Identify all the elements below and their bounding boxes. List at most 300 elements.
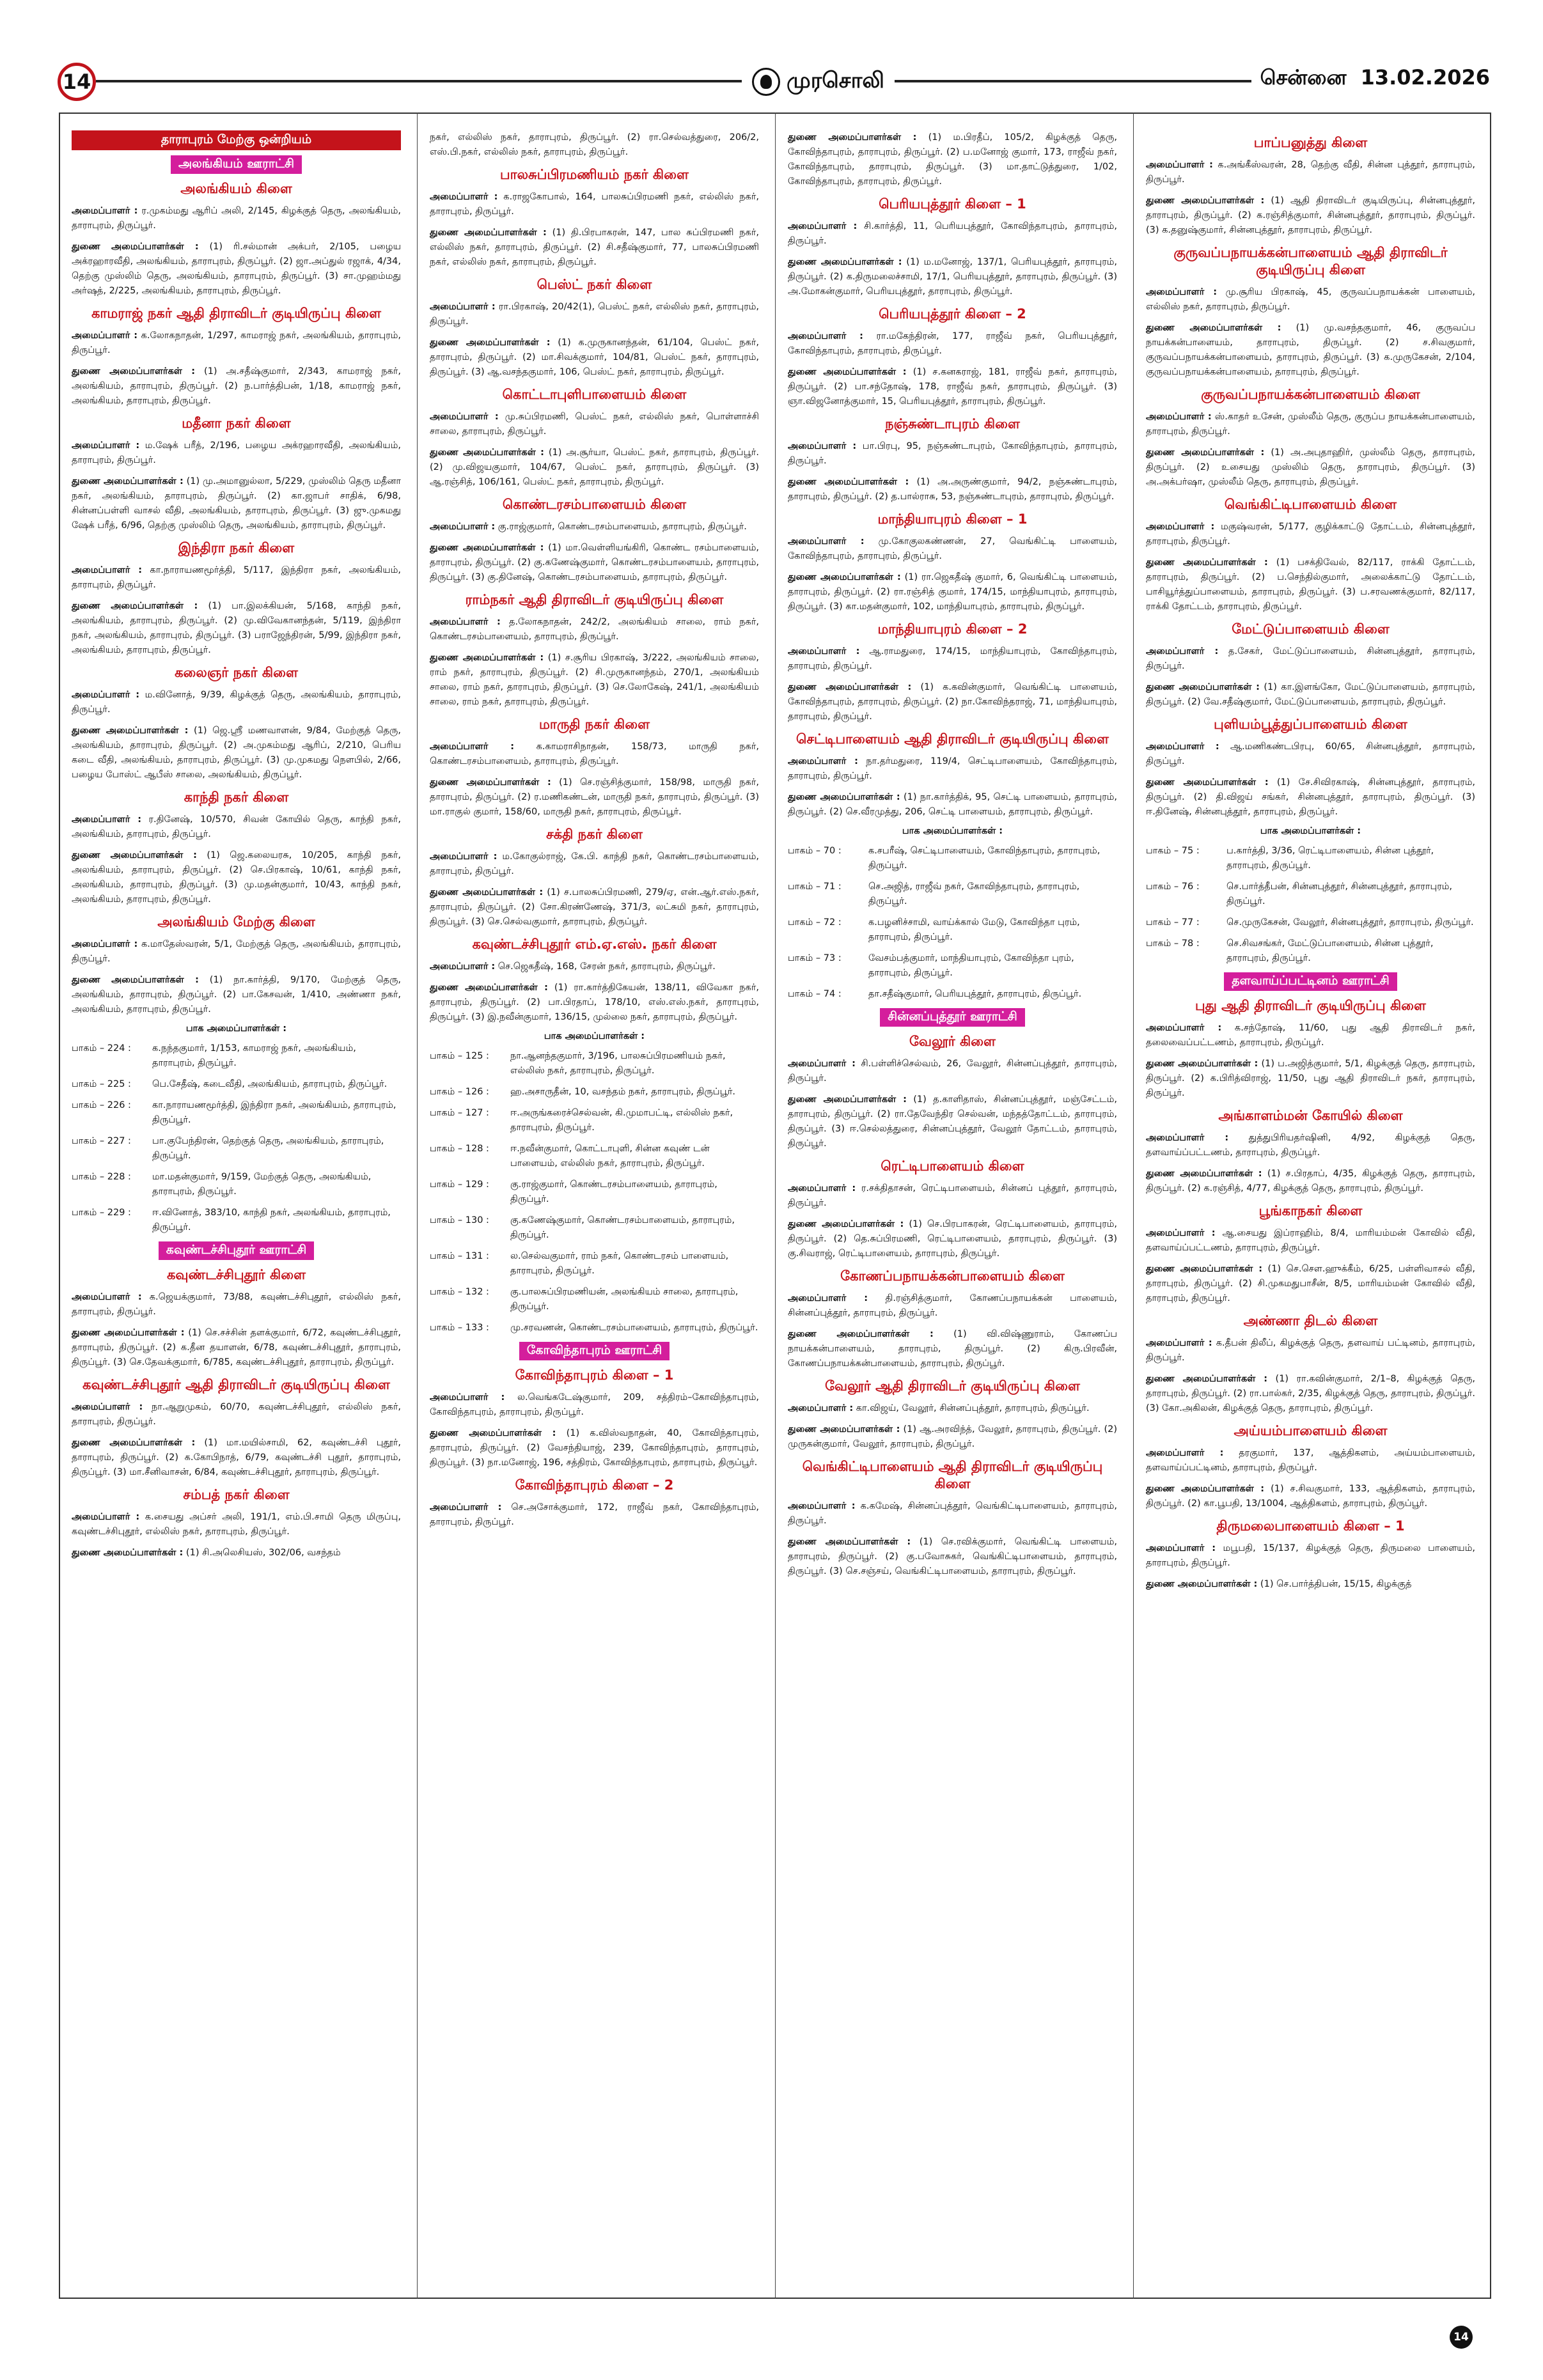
ward-organizer-details: க.சபரீஷ், செட்டிபாளையம், கோவிந்தாபுரம், தாராபுரம், திருப்பூர்.	[868, 846, 1100, 871]
ward-number: பாகம் – 227 :	[72, 1136, 131, 1146]
organizer-entry	[72, 364, 401, 408]
role-label: துணை அமைப்பாளர்கள் :	[72, 601, 198, 611]
ward-organizer-details: ஈ.அருங்கரைச்செல்வன், கி.முமாபட்டி, எல்லிஸ் நகர், தாராபுரம், திருப்பூர்.	[510, 1108, 733, 1133]
column-2	[430, 130, 759, 2278]
ward-organizers-heading: பாக அமைப்பாளர்கள் :	[185, 1023, 287, 1034]
organizer-entry	[788, 1291, 1117, 1321]
ward-organizer-entry	[430, 1142, 759, 1171]
role-label: அமைப்பாளர் :	[430, 1502, 502, 1513]
role-label: அமைப்பாளர் :	[430, 522, 496, 532]
ward-organizer-details: செ.சிவசங்கர், மேட்டுப்பாளையம், சின்ன புத்தூர், தாராபுரம், திருப்பூர்.	[1226, 938, 1434, 963]
organizer-details: (1) சே.சிவிரகாஷ், சின்னபுத்தூர், தாராபுரம், திருப்பூர். (2) தி.விஜய் சங்கர், சின்னபுத்தூர், தாராபுரம், திருப்பூர். (3) ஈ.தினேஷ், சின்னபுத்தூர், தாராபுரம், திருப்பூர்.	[1146, 777, 1475, 817]
ward-number: பாகம் – 72 :	[788, 917, 842, 928]
ward-number: பாகம் – 130 :	[430, 1215, 489, 1225]
column-1	[72, 130, 401, 2278]
role-label: துணை அமைப்பாளர்கள் :	[788, 1424, 900, 1435]
organizer-details: (1) ஆ.அரவிந்த், வேலூர், தாராபுரம், திருப்பூர். (2) முருகன்குமார், வேலூர், தாராபுரம், திருப்பூர்.	[788, 1424, 1117, 1449]
organizer-entry	[430, 190, 759, 219]
organizer-details: செ.அசோக்குமார், 172, ராஜீவ் நகர், கோவிந்தாபுரம், தாராபுரம், திருப்பூர்.	[430, 1502, 759, 1527]
organizer-details: ஆ.ராமதுரை, 174/15, மாந்தியாபுரம், கோவிந்தாபுரம், தாராபுரம், திருப்பூர்.	[788, 646, 1117, 671]
role-label: அமைப்பாளர் :	[788, 441, 857, 451]
organizer-details: (1) பா.இலக்கியன், 5/168, காந்தி நகர், அலங்கியம், தாராபுரம், திருப்பூர். (2) மு.விவேகானந்தன், 5/119, இந்திரா நகர், அலங்கியம், தாராபுரம், திருப்பூர். (3) பராஜேந்திரன், 5/99, இந்திரா நகர், அலங்கியம், தாராபுரம், திருப்பூர்.	[72, 601, 401, 655]
branch-heading: அலங்கியம் கிளை	[180, 181, 292, 196]
role-label: அமைப்பாளர் :	[430, 1392, 505, 1403]
ward-organizer-entry	[788, 844, 1117, 873]
organizer-details: மகுஷ்வரன், 5/177, குழிக்காட்டு தோட்டம், சின்னபுத்தூர், தாராபுரம், திருப்பூர்.	[1146, 522, 1475, 547]
organizer-details: ம.ஷேக் பரீத், 2/196, பழைய அக்ரஹாரவீதி, அலங்கியம், தாராபுரம், திருப்பூர்.	[72, 440, 401, 465]
role-label: அமைப்பாளர் :	[430, 192, 498, 202]
organizer-entry	[788, 1422, 1117, 1452]
role-label: துணை அமைப்பாளர்கள் :	[788, 257, 902, 267]
ward-organizer-entry	[72, 1041, 401, 1071]
branch-heading: செட்டிபாளையம் ஆதி திராவிடர் குடியிருப்பு கிளை	[796, 731, 1109, 747]
role-label: அமைப்பாளர் :	[1146, 522, 1215, 532]
branch-heading: குருவப்பநாயக்கன்பாளையம் ஆதி திராவிடர் குடியிருப்பு கிளை	[1173, 245, 1448, 277]
organizer-entry	[1146, 1541, 1475, 1571]
organizer-details: க.காமராசிநாதன், 158/73, மாருதி நகர், கொண்டரசம்பாளையம், தாராபுரம், திருப்பூர்.	[430, 742, 759, 766]
column-3	[788, 130, 1117, 2278]
ward-organizer-entry	[788, 951, 1117, 981]
organizer-details: (1) ச.சூரிய பிரகாஷ், 3/222, அலங்கியம் சாலை, ராம் நகர், தாராபுரம், திருப்பூர். (2) சி.முருகானந்தம், 270/1, அலங்கியம் சாலை, ராம் நகர், தாராபுரம், திருப்பூர். (3) செ.லோகேஷ், 241/1, அலங்கியம் சாலை, ராம் நகர், தாராபுரம், திருப்பூர்.	[430, 653, 759, 707]
ward-number: பாகம் – 132 :	[430, 1287, 489, 1297]
branch-heading: பூங்காநகர் கிளை	[1258, 1203, 1363, 1218]
organizer-entry	[1146, 644, 1475, 674]
role-label: அமைப்பாளர் :	[1146, 160, 1213, 170]
organizer-entry	[1146, 556, 1475, 614]
ward-organizer-details: ஈ.நவீன்குமார், கொட்டாபுளி, சின்ன கவுண் டன் பாளையம், எல்லிஸ் நகர், தாராபுரம், திருப்பூர்.	[510, 1144, 710, 1169]
ward-organizer-details: கு.ராஜ்குமார், கொண்டரசம்பாளையம், தாராபுரம், திருப்பூர்.	[510, 1179, 717, 1204]
role-label: அமைப்பாளர் :	[1146, 742, 1219, 752]
branch-heading: கோவிந்தாபுரம் கிளை – 2	[515, 1477, 674, 1493]
organizer-entry	[1146, 410, 1475, 439]
column-divider	[1133, 113, 1134, 2299]
organizer-entry	[1146, 1577, 1475, 1592]
role-label: அமைப்பாளர் :	[1146, 1228, 1216, 1238]
ward-organizer-details: கு.பாலசுப்பிரமணியன், அலங்கியம் சாலை, தாராபுரம், திருப்பூர்.	[510, 1287, 739, 1312]
branch-heading: வேலூர் கிளை	[909, 1034, 996, 1049]
organizer-entry	[72, 1546, 401, 1560]
organizer-entry	[430, 446, 759, 490]
ward-organizer-details: நா.ஆனந்தகுமார், 3/196, பாலசுப்பிரமணியம் நகர், எல்லிஸ் நகர், தாராபுரம், திருப்பூர்.	[510, 1051, 726, 1076]
organizer-entry	[72, 973, 401, 1017]
organizer-entry	[430, 775, 759, 820]
role-label: அமைப்பாளர் :	[430, 961, 496, 972]
organizer-details: தரகுமார், 137, ஆத்திகளம், அய்யம்பாளையம், தளவாய்ப்பட்டினம், தாராபுரம், திருப்பூர்.	[1146, 1448, 1475, 1473]
organizer-entry	[430, 300, 759, 329]
role-label: அமைப்பாளர் :	[788, 1293, 868, 1303]
organizer-details: (1) பசக்திவேல், 82/117, ராக்கி தோட்டம், தாராபுரம், திருப்பூர். (2) ப.செந்தில்குமார், அலைக்காட்டு தோட்டம், பாசியூர்த்துப்பாளையம், தாராபுரம், திருப்பூர். (3) ப.சரவணக்குமார், 82/117, ராக்கி தோட்டம், தாராபுரம், திருப்பூர்.	[1146, 557, 1475, 612]
role-label: துணை அமைப்பாளர்கள் :	[788, 1094, 907, 1105]
organizer-details: (1) நா.கார்த்திக், 95, செட்டி பாளையம், தாராபுரம், திருப்பூர். (2) செ.வீரமுத்து, 206, செட்டி பாளையம், தாராபுரம், திருப்பூர்.	[788, 792, 1117, 817]
role-label: அமைப்பாளர் :	[72, 939, 138, 949]
role-label: அமைப்பாளர் :	[72, 1402, 143, 1412]
organizer-entry	[72, 599, 401, 658]
ward-organizer-entry	[430, 1106, 759, 1135]
organizer-details: (1) க.கவின்குமார், வெங்கிட்டி பாளையம், கோவிந்தாபுரம், தாராபுரம், திருப்பூர். (2) நா.கோவிந்தராஜ், 71, மாந்தியாபுரம், தாராபுரம், திருப்பூர்.	[788, 682, 1117, 722]
organizer-entry	[72, 688, 401, 717]
role-label: அமைப்பாளர் :	[72, 331, 138, 341]
organizer-entry	[72, 329, 401, 358]
branch-heading: அலங்கியம் மேற்கு கிளை	[157, 914, 315, 929]
masthead	[58, 63, 1490, 101]
branch-heading: காந்தி நகர் கிளை	[184, 789, 289, 805]
organizer-details: (1) வி.விஷ்ணுராம், கோணப்ப நாயக்கன்பாளையம், தாராபுரம், திருப்பூர். (2) கிரு.பிரவீன், கோணப்பநாயக்கன்பாளையம், தாராபுரம், திருப்பூர்.	[788, 1329, 1117, 1369]
role-label: அமைப்பாளர் :	[72, 206, 138, 216]
ward-number: பாகம் – 128 :	[430, 1144, 489, 1154]
organizer-entry	[788, 1327, 1117, 1371]
organizer-entry	[788, 570, 1117, 614]
ward-number: பாகம் – 74 :	[788, 989, 842, 999]
union-heading: தாராபுரம் மேற்கு ஒன்றியம்	[72, 130, 401, 150]
ward-number: பாகம் – 224 :	[72, 1043, 131, 1054]
organizer-entry	[788, 219, 1117, 249]
role-label: அமைப்பாளர் :	[1146, 287, 1218, 297]
role-label: அமைப்பாளர் :	[430, 852, 497, 862]
branch-heading: காமராஜ் நகர் ஆதி திராவிடர் குடியிருப்பு கிளை	[91, 306, 381, 321]
dateline	[1251, 65, 1490, 92]
branch-heading: வேலூர் ஆதி திராவிடர் குடியிருப்பு கிளை	[825, 1378, 1080, 1394]
masthead-brand	[742, 65, 895, 98]
organizer-entry	[1146, 1446, 1475, 1475]
organizer-details: நா.ஆறுமுகம், 60/70, கவுண்டச்சிபுதூர், எல்லிஸ் நகர், தாராபுரம், திருப்பூர்.	[72, 1402, 401, 1427]
organizer-entry	[1146, 1226, 1475, 1256]
ward-organizer-details: தா.சதீஷ்குமார், பெரியபுத்தூர், தாராபுரம், திருப்பூர்.	[868, 989, 1082, 999]
organizer-details: நா.தர்மதுரை, 119/4, செட்டிபாளையம், கோவிந்தாபுரம், தாராபுரம், திருப்பூர்.	[788, 756, 1117, 781]
ward-organizer-entry	[430, 1085, 759, 1100]
ward-organizers-heading: பாக அமைப்பாளர்கள் :	[544, 1031, 645, 1041]
ward-organizer-entry	[72, 1206, 401, 1235]
organizer-entry	[1146, 1057, 1475, 1101]
organizer-entry	[788, 475, 1117, 504]
organizer-entry	[430, 130, 759, 160]
organizer-entry	[1146, 285, 1475, 315]
ward-organizer-details: ஹ.அசாருதீன், 10, வசந்தம் நகர், தாராபுரம், திருப்பூர்.	[510, 1087, 736, 1097]
organizer-details: மபூபதி, 15/137, கிழக்குத் தெரு, திருமலை பாளையம், தாராபுரம், திருப்பூர்.	[1146, 1543, 1475, 1568]
organizer-entry	[788, 1093, 1117, 1151]
role-label: அமைப்பாளர் :	[72, 814, 142, 825]
branch-heading: கொண்டரசம்பாளையம் கிளை	[502, 497, 687, 512]
organizer-entry	[1146, 446, 1475, 490]
organizer-entry	[430, 336, 759, 380]
branch-heading: கவுண்டச்சிபுதூர் ஆதி திராவிடர் குடியிருப்பு கிளை	[82, 1377, 390, 1392]
organizer-details: (1) ச.பாலசுப்பிரமணி, 279/ஏ, என்.ஆர்.எஸ்.நகர், தாராபுரம், திருப்பூர். (2) சோ.கிரண்ணேஷ், 371/3, லட்சுமி நகர், தாராபுரம், திருப்பூர். (3) செ.செல்வகுமார், தாராபுரம், திருப்பூர்.	[430, 887, 759, 927]
ward-organizer-entry	[430, 1178, 759, 1207]
role-label: துணை அமைப்பாளர்கள் :	[788, 572, 901, 582]
organizer-details: கா.விஜய், வேலூர், சின்னப்புத்தூர், தாராபுரம், திருப்பூர்.	[853, 1403, 1090, 1413]
organizer-details: க.லோகநாதன், 1/297, காமராஜ் நகர், அலங்கியம், தாராபுரம், திருப்பூர்.	[72, 331, 401, 355]
organizer-entry	[788, 680, 1117, 724]
organizer-details: (1) செ.பார்த்திபன், 15/15, கிழக்குத்	[1257, 1579, 1412, 1589]
role-label: துணை அமைப்பாளர்கள் :	[1146, 1264, 1263, 1274]
organizer-details: (1) செ.பிரபாகரன், ரெட்டிபாளையம், தாராபுரம், திருப்பூர். (2) தெ.சுப்பிரமணி, ரெட்டிபாளையம், தாராபுரம், திருப்பூர். (3) கு.சிவராஜ், ரெட்டிபாளையம், தாராபுரம், திருப்பூர்.	[788, 1219, 1117, 1259]
organizer-details: (1) ரா.கார்த்திகேயன், 138/11, விவேகா நகர், தாராபுரம், திருப்பூர். (2) பா.பிரதாப், 178/10, எஸ்.எஸ்.நகர், தாராபுரம், திருப்பூர். (3) இ.நவீன்குமார், 136/15, முல்லை நகர், தாராபுரம், திருப்பூர்.	[430, 983, 759, 1022]
ward-organizer-entry	[430, 1285, 759, 1314]
ward-number: பாகம் – 131 :	[430, 1251, 489, 1261]
organizer-entry	[788, 1401, 1117, 1416]
organizer-entry	[72, 848, 401, 907]
organizer-details: (1) சி.அலெசியஸ், 302/06, வசந்தம்	[183, 1548, 341, 1558]
role-label: துணை அமைப்பாளர்கள் :	[72, 476, 184, 486]
organizer-details: மு.சூரிய பிரகாஷ், 45, குருவப்பநாயக்கன் பாளையம், எல்லிஸ் நகர், தாராபுரம், திருப்பூர்.	[1146, 287, 1475, 312]
panchayat-heading: கோவிந்தாபுரம் ஊராட்சி	[519, 1342, 670, 1360]
role-label: அமைப்பாளர் :	[1146, 1338, 1212, 1348]
branch-heading: பெஸ்ட் நகர் கிளை	[537, 277, 652, 292]
organizer-entry	[788, 790, 1117, 820]
page-number-badge: 14	[58, 63, 96, 101]
organizer-entry	[1146, 1021, 1475, 1050]
organizer-details: ர.தினேஷ், 10/570, சிவன் கோயில் தெரு, காந்தி நகர், அலங்கியம், தாராபுரம், திருப்பூர்.	[72, 814, 401, 839]
organizer-details: (1) மு.வசந்தகுமார், 46, குருவப்ப நாயக்கன்பாளையம், தாராபுரம், திருப்பூர். (2) ச.சிவகுமார், குருவப்பநாயக்கன்பாளையம், தாராபுரம், திருப்பூர். (3) க.முருகேசன், 2/104, குருவப்பநாயக்கன்பாளையம், தாராபுரம், திருப்பூர்.	[1146, 323, 1475, 377]
organizer-details: ஆ.சையது இப்ராஹிம், 8/4, மாரியம்மன் கோவில் வீதி, தளவாய்ப்பட்டணம், தாராபுரம், திருப்பூர்.	[1146, 1228, 1475, 1253]
role-label: அமைப்பாளர் :	[1146, 1023, 1222, 1033]
role-label: அமைப்பாளர் :	[788, 331, 863, 341]
role-label: துணை அமைப்பாளர்கள் :	[72, 726, 189, 736]
role-label: அமைப்பாளர் :	[788, 1059, 856, 1069]
role-label: துணை அமைப்பாளர்கள் :	[72, 1548, 184, 1558]
organizer-details: (1) க.விஸ்வநாதன், 40, கோவிந்தாபுரம், தாராபுரம், திருப்பூர். (2) வேசந்தியாஜ், 239, கோவிந்தாபுரம், தாராபுரம், திருப்பூர். (3) நா.மனோஜ், 196, சத்திரம், கோவிந்தாபுரம், தாராபுரம், திருப்பூர்.	[430, 1428, 759, 1468]
organizer-entry	[72, 1326, 401, 1370]
role-label: துணை அமைப்பாளர்கள் :	[1146, 196, 1265, 206]
organizer-entry	[1146, 194, 1475, 238]
ward-number: பாகம் – 125 :	[430, 1051, 489, 1061]
role-label: அமைப்பாளர் :	[788, 646, 860, 657]
branch-heading: மாந்தியாபுரம் கிளை – 1	[877, 511, 1028, 527]
organizer-details: பா.பிரபு, 95, நஞ்சுண்டாபுரம், கோவிந்தாபுரம், தாராபுரம், திருப்பூர்.	[788, 441, 1117, 466]
role-label: துணை அமைப்பாளர்கள் :	[1146, 777, 1269, 788]
panchayat-heading: அலங்கியம் ஊராட்சி	[171, 155, 302, 174]
role-label: அமைப்பாளர் :	[72, 565, 142, 575]
branch-heading: கவுண்டச்சிபுதூர் கிளை	[166, 1267, 306, 1282]
branch-heading: கோணப்பநாயக்கன்பாளையம் கிளை	[840, 1268, 1065, 1284]
ward-organizer-entry	[788, 987, 1117, 1002]
branch-heading: கலைஞர் நகர் கிளை	[175, 665, 298, 680]
organizer-details: (1) ரா.ஜெகதீஷ் குமார், 6, வெங்கிட்டி பாளையம், தாராபுரம், திருப்பூர். (2) ரா.ரஞ்சித் குமார், 174/15, மாந்தியாபுரம், தாராபுரம், திருப்பூர். (3) கா.மதன்குமார், 102, மாந்தியாபுரம், தாராபுரம், திருப்பூர்.	[788, 572, 1117, 612]
branch-heading: ராம்நகர் ஆதி திராவிடர் குடியிருப்பு கிளை	[465, 592, 724, 607]
role-label: அமைப்பாளர் :	[788, 1403, 854, 1413]
role-label: அமைப்பாளர் :	[1146, 1543, 1216, 1553]
role-label: அமைப்பாளர் :	[430, 302, 496, 312]
ward-number: பாகம் – 126 :	[430, 1087, 489, 1097]
organizer-entry	[1146, 680, 1475, 710]
role-label: துணை அமைப்பாளர்கள் :	[788, 1219, 904, 1229]
role-label: துணை அமைப்பாளர்கள் :	[788, 132, 917, 143]
organizer-entry	[788, 439, 1117, 469]
organizer-details: (1) அ.சதீஷ்குமார், 2/343, காமராஜ் நகர், அலங்கியம், தாராபுரம், திருப்பூர். (2) ந.பார்த்திபன், 1/18, காமராஜ் நகர், அலங்கியம், தாராபுரம், திருப்பூர்.	[72, 366, 401, 406]
organizer-entry	[788, 365, 1117, 409]
branch-heading: அங்காளம்மன் கோயில் கிளை	[1218, 1108, 1403, 1123]
organizer-entry	[430, 885, 759, 929]
role-label: அமைப்பாளர் :	[788, 221, 858, 231]
role-label: துணை அமைப்பாளர்கள் :	[1146, 1169, 1262, 1179]
organizer-details: ம.கோகுல்ராஜ், கே.பி. காந்தி நகர், கொண்டரசம்பாளையம், தாராபுரம், திருப்பூர்.	[430, 852, 759, 876]
role-label: துணை அமைப்பாளர்கள் :	[788, 367, 907, 377]
organizer-entry	[430, 651, 759, 710]
organizer-entry	[788, 329, 1117, 359]
organizer-entry	[1146, 520, 1475, 549]
ward-number: பாகம் – 75 :	[1146, 846, 1200, 856]
organizer-details: (1) செ.செள.ஹுக்கீம், 6/25, பள்ளிவாசல் வீதி, தாராபுரம், திருப்பூர். (2) சி.முகமதுபாசீன், 8/5, மாரியம்மன் கோவில் வீதி, தாராபுரம், திருப்பூர்.	[1146, 1264, 1475, 1303]
organizer-details: ஸ்.காதர் உசேன், முஸ்லீம் தெரு, குருப்ப நாயக்கன்பாளையம், தாராபுரம், திருப்பூர்.	[1146, 412, 1475, 437]
ward-number: பாகம் – 71 :	[788, 882, 842, 892]
organizer-details: (1) த.காளிதாஸ், சின்னப்புத்தூர், மஞ்சேட்டம், தாராபுரம், திருப்பூர். (2) ரா.தேவேந்திர செல்வன், மந்தத்தோட்டம், தாராபுரம், திருப்பூர். (3) ஈ.செல்லத்துரை, சின்னப்புத்தூர், வேலூர் தோட்டம், தாராபுரம், திருப்பூர்.	[788, 1094, 1117, 1149]
organizer-entry	[72, 724, 401, 782]
role-label: துணை அமைப்பாளர்கள் :	[788, 682, 912, 692]
ward-organizer-details: மா.மதன்குமார், 9/159, மேற்குத் தெரு, அலங்கியம், தாராபுரம், திருப்பூர்.	[152, 1172, 372, 1197]
organizer-entry	[72, 937, 401, 967]
organizer-details: (1) ஜெ.ஸ்ரீ மணவாளன், 9/84, மேற்குத் தெரு, அலங்கியம், தாராபுரம், திருப்பூர். (2) அ.முகம்மது ஆரிப், 2/210, பெரிய கடை வீதி, அலங்கியம், தாராபுரம், திருப்பூர். (3) மு.முகமது நௌபில், 2/66, பழைய போஸ்ட் ஆபீஸ் சாலை, அலங்கியம், திருப்பூர்.	[72, 726, 401, 780]
organizer-entry	[788, 130, 1117, 189]
footer-page-number: 14	[1450, 2326, 1473, 2349]
ward-organizer-entry	[788, 880, 1117, 909]
organizer-details: (1) செ.ரவிக்குமார், வெங்கிட்டி பாளையம், தாராபுரம், திருப்பூர். (2) கு.பவோசுகர், வெங்கிட்டிபாளையம், தாராபுரம், திருப்பூர். (3) செ.சஞ்சய், வெங்கிட்டிபாளையம், தாராபுரம், திருப்பூர்.	[788, 1537, 1117, 1576]
branch-heading: அண்ணா திடல் கிளை	[1243, 1313, 1378, 1328]
organizer-details: கு.ராஜ்குமார், கொண்டரசம்பாளையம், தாராபுரம், திருப்பூர்.	[495, 522, 747, 532]
organizer-entry	[788, 534, 1117, 564]
role-label: துணை அமைப்பாளர்கள் :	[1146, 1059, 1258, 1069]
organizer-entry	[430, 1390, 759, 1420]
organizer-details: (1) ஜெ.கலையரசு, 10/205, காந்தி நகர், அலங்கியம், தாராபுரம், திருப்பூர். (2) செ.பிரகாஷ், 10/61, காந்தி நகர், அலங்கியம், தாராபுரம், திருப்பூர். (3) மு.மதன்குமார், 10/43, காந்தி நகர், அலங்கியம், தாராபுரம், திருப்பூர்.	[72, 850, 401, 905]
role-label: துணை அமைப்பாளர்கள் :	[788, 1537, 911, 1547]
role-label: அமைப்பாளர் :	[430, 412, 499, 422]
role-label: துணை அமைப்பாளர்கள் :	[1146, 682, 1260, 692]
organizer-details: (1) மு.அமானுல்லா, 5/229, முஸ்லிம் தெரு மதீனா நகர், அலங்கியம், தாராபுரம், திருப்பூர். (2) கா.ஜாபர் சாதிக், 6/98, சின்னப்பள்ளி வாசல் வீதி, அலங்கியம், தாராபுரம், திருப்பூர். (3) ஜு.முகமது ஷேக் பரீத், 6/96, தெற்கு முஸ்லிம் தெரு, அலங்கியம், தாராபுரம், திருப்பூர்.	[72, 476, 401, 531]
organizer-details: (1) ச.சிவகுமார், 133, ஆத்திகளம், தாராபுரம், திருப்பூர். (2) கா.பூபதி, 13/1004, ஆத்திகளம், தாராபுரம், திருப்பூர்.	[1146, 1484, 1475, 1509]
organizer-entry	[1146, 740, 1475, 769]
organizer-details: (1) ம.பிரதீப், 105/2, கிழக்குத் தெரு, கோவிந்தாபுரம், தாராபுரம், திருப்பூர். (2) ப.மனோஜ் குமார், 173, ராஜீவ் நகர், கோவிந்தாபுரம், தாராபுரம், திருப்பூர். (3) மா.தாட்டுத்துரை, 1/02, கோவிந்தாபுரம், தாராபுரம், திருப்பூர்.	[788, 132, 1117, 187]
role-label: துணை அமைப்பாளர்கள் :	[1146, 1374, 1268, 1384]
organizer-entry	[72, 204, 401, 233]
organizer-details: ம.வினோத், 9/39, கிழக்குத் தெரு, அலங்கியம், தாராபுரம், திருப்பூர்.	[72, 690, 401, 715]
ward-organizer-details: ல.செல்வகுமார், ராம் நகர், கொண்டரசம் பாளையம், தாராபுரம், திருப்பூர்.	[510, 1251, 729, 1276]
branch-heading: பாலசுப்பிரமணியம் நகர் கிளை	[500, 167, 689, 182]
branch-heading: கவுண்டச்சிபுதூர் எம்.ஏ.எஸ். நகர் கிளை	[472, 937, 717, 952]
organizer-details: (1) மா.வெள்ளியங்கிரி, கொண்ட ரசம்பாளையம், தாராபுரம், திருப்பூர். (2) கு.கணேஷ்குமார், கொண்டரசம்பாளையம், தாராபுரம், திருப்பூர். (3) கு.தினேஷ், கொண்டரசம்பாளையம், தாராபுரம், திருப்பூர்.	[430, 543, 759, 582]
masthead-rule-left	[96, 80, 742, 82]
organizer-details: (1) க.முருகானந்தன், 61/104, பெஸ்ட் நகர், தாராபுரம், திருப்பூர். (2) மா.சிவக்குமார், 104/81, பெஸ்ட் நகர், தாராபுரம், திருப்பூர். (3) ஆ.வசந்தகுமார், 106, பெஸ்ட் நகர், தாராபுரம், திருப்பூர்.	[430, 338, 759, 377]
organizer-entry	[1146, 1336, 1475, 1365]
branch-heading: வெங்கிட்டிபாளையம் கிளை	[1224, 497, 1397, 512]
organizer-details: க.ஜெயக்குமார், 73/88, கவுண்டச்சிபுதூர், எல்லிஸ் நகர், தாராபுரம், திருப்பூர்.	[72, 1292, 401, 1317]
role-label: துணை அமைப்பாளர்கள் :	[72, 1328, 185, 1338]
organizer-details: மு.சுப்பிரமணி, பெஸ்ட் நகர், எல்லிஸ் நகர், பொள்ளாச்சி சாலை, தாராபுரம், திருப்பூர்.	[430, 412, 759, 437]
organizer-entry	[1146, 775, 1475, 820]
branch-heading: சம்பத் நகர் கிளை	[183, 1487, 290, 1502]
organizer-entry	[1146, 1131, 1475, 1160]
organizer-entry	[430, 226, 759, 270]
organizer-entry	[430, 615, 759, 644]
role-label: துணை அமைப்பாளர்கள் :	[430, 653, 544, 663]
organizer-details: க.ராஜகோபால், 164, பாலசுப்பிரமணி நகர், எல்லிஸ் நகர், தாராபுரம், திருப்பூர்.	[430, 192, 759, 217]
organizer-entry	[72, 1400, 401, 1429]
ward-number: பாகம் – 127 :	[430, 1108, 489, 1118]
organizer-details: க.தீபன் திலீப், கிழக்குத் தெரு, தளவாய் பட்டினம், தாராபுரம், திருப்பூர்.	[1146, 1338, 1475, 1363]
organizer-entry	[430, 541, 759, 585]
organizer-details: (1) ப.அஜித்குமார், 5/1, கிழக்குத் தெரு, தாராபுரம், திருப்பூர். (2) க.பிரித்விராஜ், 11/50, புது ஆதி திராவிடர் நகர், தாராபுரம், திருப்பூர்.	[1146, 1059, 1475, 1098]
ward-number: பாகம் – 229 :	[72, 1208, 131, 1218]
organizer-details: (1) கா.இளங்கோ, மேட்டுப்பாளையம், தாராபுரம், திருப்பூர். (2) வே.சதீஷ்குமார், மேட்டுப்பாளையம், தாராபுரம், திருப்பூர்.	[1146, 682, 1475, 707]
role-label: துணை அமைப்பாளர்கள் :	[788, 1329, 934, 1339]
dateline-city: சென்னை	[1260, 65, 1347, 89]
ward-organizer-details: வேசம்பத்குமார், மாந்தியாபுரம், கோவிந்தா புரம், தாராபுரம், திருப்பூர்.	[868, 953, 1074, 978]
organizer-details: (1) நா.கார்த்தி, 9/170, மேற்குத் தெரு, அலங்கியம், தாராபுரம், திருப்பூர். (2) பா.கேசவன், 1/410, அண்ணா நகர், அலங்கியம், தாராபுரம், திருப்பூர்.	[72, 975, 401, 1015]
organizer-entry	[72, 563, 401, 593]
role-label: துணை அமைப்பாளர்கள் :	[430, 777, 551, 788]
organizer-details: ரா.மகேந்திரன், 177, ராஜீவ் நகர், பெரியபுத்தூர், கோவிந்தாபுரம், தாராபுரம், திருப்பூர்.	[788, 331, 1117, 356]
organizer-entry	[788, 644, 1117, 674]
role-label: துணை அமைப்பாளர்கள் :	[1146, 323, 1281, 333]
ward-organizer-details: ப.கார்த்தி, 3/36, ரெட்டிபாளையம், சின்ன புத்தூர், தாராபுரம், திருப்பூர்.	[1226, 846, 1434, 871]
ward-organizers-heading: பாக அமைப்பாளர்கள் :	[1260, 826, 1361, 836]
organizer-entry	[788, 1535, 1117, 1579]
role-label: அமைப்பாளர் :	[430, 617, 501, 627]
organizer-details: (1) ஆதி திராவிடர் குடியிருப்பு, சின்னபுத்தூர், தாராபுரம், திருப்பூர். (2) க.ரஞ்சித்குமார், சின்னபுத்தூர், தாராபுரம், திருப்பூர். (3) க.தனுஷ்குமார், சின்னபுத்தூர், தாராபுரம், திருப்பூர்.	[1146, 196, 1475, 235]
dateline-date: 13.02.2026	[1360, 65, 1490, 89]
ward-organizer-entry	[1146, 915, 1475, 930]
organizer-entry	[788, 255, 1117, 299]
organizer-details: ர.சக்திதாசன், ரெட்டிபாளையம், சின்னப் புத்தூர், தாராபுரம், திருப்பூர்.	[788, 1183, 1117, 1208]
role-label: துணை அமைப்பாளர்கள் :	[430, 543, 544, 553]
newspaper-name: முரசொலி	[787, 68, 884, 93]
organizer-details: (1) ச.பிரதாப், 4/35, கிழக்குத் தெரு, தாராபுரம், திருப்பூர். (2) க.ரஞ்சித், 4/77, கிழக்குத் தெரு, தாராபுரம், திருப்பூர்.	[1146, 1169, 1475, 1194]
role-label: துணை அமைப்பாளர்கள் :	[430, 983, 548, 993]
role-label: அமைப்பாளர் :	[72, 690, 140, 700]
role-label: அமைப்பாளர் :	[1146, 1448, 1224, 1458]
organizer-details: (1) ரா.கவின்குமார், 2/1–8, கிழக்குத் தெரு, தாராபுரம், திருப்பூர். (2) ரா.பால்கர், 2/35, கிழக்குத் தெரு, தாராபுரம், திருப்பூர். (3) கோ.அகிலன், கிழக்குத் தெரு, தாராபுரம், திருப்பூர்.	[1146, 1374, 1475, 1413]
organizer-entry	[1146, 1262, 1475, 1306]
organizer-details: கா.நாராயணமூர்த்தி, 5/117, இந்திரா நகர், அலங்கியம், தாராபுரம், திருப்பூர்.	[72, 565, 401, 590]
organizer-details: துத்துபிரியதர்ஷினி, 4/92, கிழக்குத் தெரு, தளவாய்ப்பட்டணம், தாராபுரம், திருப்பூர்.	[1146, 1133, 1475, 1158]
ward-number: பாகம் – 70 :	[788, 846, 842, 856]
column-divider	[417, 113, 418, 2299]
branch-heading: பெரியபுத்தூர் கிளை – 2	[879, 306, 1026, 322]
organizer-details: (1) தி.பிரபாகரன், 147, பால சுப்பிரமணி நகர், எல்லிஸ் நகர், தாராபுரம், திருப்பூர். (2) சி.சதீஷ்குமார், 77, பாலசுப்பிரமணி நகர், எல்லிஸ் நகர், தாராபுரம், திருப்பூர்.	[430, 228, 759, 267]
role-label: அமைப்பாளர் :	[788, 756, 858, 766]
role-label: அமைப்பாளர் :	[1146, 412, 1212, 422]
ward-number: பாகம் – 226 :	[72, 1100, 131, 1110]
ward-organizer-details: பெ.சேதீஷ், கடைவீதி, அலங்கியம், தாராபுரம், திருப்பூர்.	[152, 1079, 388, 1089]
ward-organizer-details: மு.சரவணன், கொண்டரசம்பாளையம், தாராபுரம், திருப்பூர்.	[510, 1323, 758, 1333]
organizer-details: க.மாதேஸ்வரன், 5/1, மேற்குத் தெரு, அலங்கியம், தாராபுரம், திருப்பூர்.	[72, 939, 401, 964]
role-label: துணை அமைப்பாளர்கள் :	[430, 1428, 556, 1438]
organizer-details: செ.ஜெகதீஷ், 168, சேரன் நகர், தாராபுரம், திருப்பூர்.	[495, 961, 716, 972]
role-label: அமைப்பாளர் :	[788, 1501, 856, 1511]
role-label: அமைப்பாளர் :	[1146, 1133, 1229, 1143]
role-label: துணை அமைப்பாளர்கள் :	[1146, 1579, 1258, 1589]
branch-heading: வெங்கிட்டிபாளையம் ஆதி திராவிடர் குடியிருப்பு கிளை	[802, 1459, 1103, 1491]
organizer-details: (1) அ.சூர்யா, பெஸ்ட் நகர், தாராபுரம், திருப்பூர். (2) மு.விஜயகுமார், 104/67, பெஸ்ட் நகர், தாராபுரம், திருப்பூர். (3) ஆ.ரஞ்சித், 106/161, பெஸ்ட் நகர், தாராபுரம், திருப்பூர்.	[430, 447, 759, 487]
role-label: துணை அமைப்பாளர்கள் :	[72, 242, 199, 252]
ward-number: பாகம் – 78 :	[1146, 938, 1200, 949]
organizer-entry	[72, 813, 401, 842]
organizer-details: தி.ரஞ்சித்குமார், கோணப்பநாயக்கன் பாளையம், சின்னப்புத்தூர், தாராபுரம், திருப்பூர்.	[788, 1293, 1117, 1318]
panchayat-heading: சின்னப்புத்தூர் ஊராட்சி	[880, 1008, 1025, 1027]
ward-organizer-entry	[430, 1321, 759, 1335]
ward-organizer-details: செ.அஜித், ராஜீவ் நகர், கோவிந்தாபுரம், தாராபுரம், திருப்பூர்.	[868, 882, 1080, 906]
organizer-entry	[430, 981, 759, 1025]
ward-organizer-entry	[72, 1098, 401, 1128]
role-label: அமைப்பாளர் :	[788, 536, 865, 547]
organizer-details: (1) அ.அபுதாஹிர், முஸ்லீம் தெரு, தாராபுரம், திருப்பூர். (2) உசையது முஸ்லிம் தெரு, தாராபுரம், திருப்பூர். (3) அ.அக்பர்ஷா, முஸ்லீம் தெரு, தாராபுரம், திருப்பூர்.	[1146, 447, 1475, 487]
branch-heading: நஞ்சுண்டாபுரம் கிளை	[885, 416, 1020, 432]
organizer-details: (1) அ.அருண்குமார், 94/2, நஞ்சுண்டாபுரம், தாராபுரம், திருப்பூர். (2) த.பால்ராசு, 53, நஞ்சுண்டாபுரம், தாராபுரம், திருப்பூர்.	[788, 477, 1117, 502]
organizer-entry	[72, 439, 401, 468]
organizer-details: ல.வெங்கடேஷ்குமார், 209, சத்திரம்–கோவிந்தாபுரம், கோவிந்தாபுரம், தாராபுரம், திருப்பூர்.	[430, 1392, 759, 1417]
ward-number: பாகம் – 76 :	[1146, 882, 1200, 892]
branch-heading: பெரியபுத்தூர் கிளை – 1	[879, 196, 1026, 212]
column-4	[1146, 130, 1475, 2278]
ward-organizer-entry	[430, 1213, 759, 1243]
ward-organizer-entry	[1146, 880, 1475, 909]
